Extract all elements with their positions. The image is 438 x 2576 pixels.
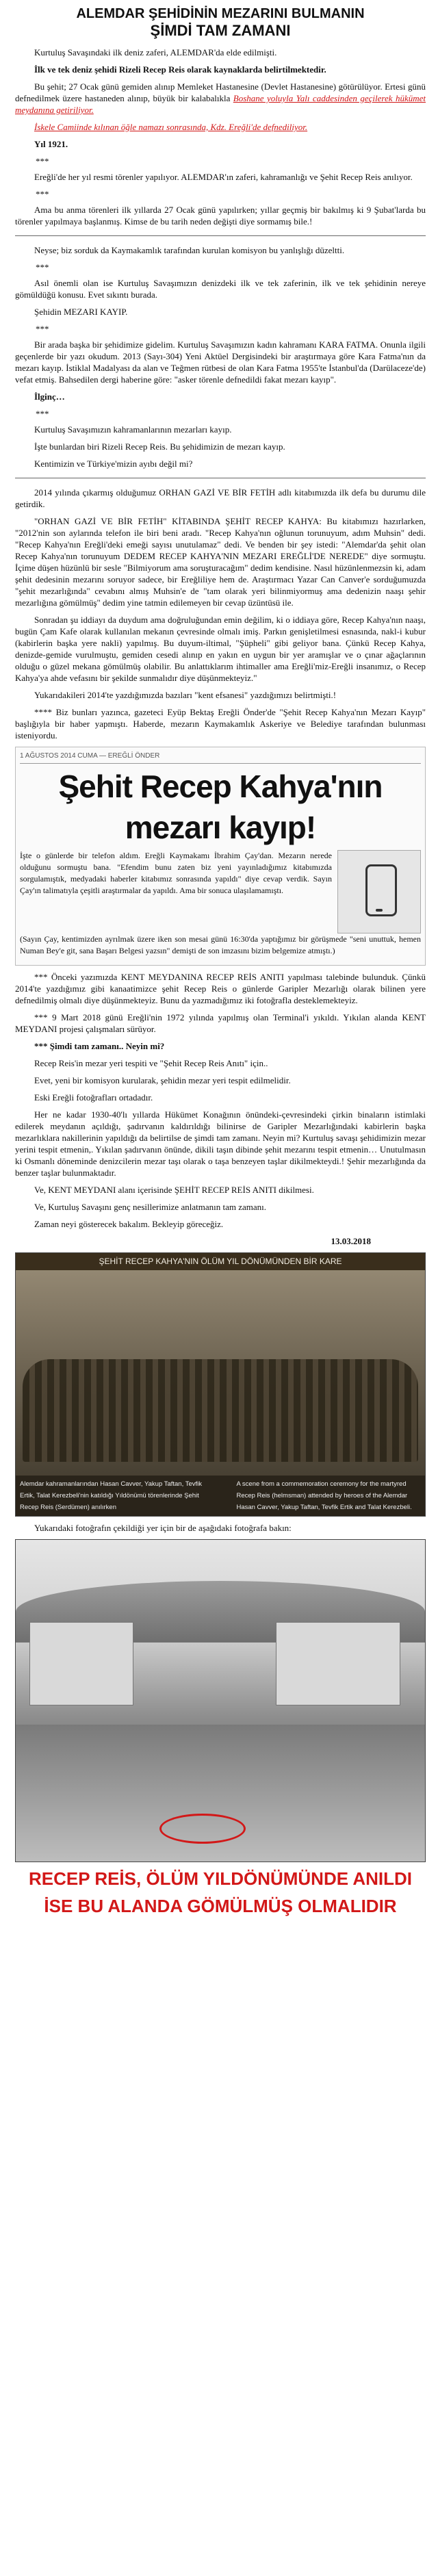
paragraph: Ve, Kurtuluş Savaşını genç nesillerimize anlatmanın tam zamanı. bbox=[34, 1202, 266, 1212]
bottom-red-line-1: RECEP REİS, ÖLÜM YILDÖNÜMÜNDE ANILDI bbox=[28, 1868, 412, 1889]
paragraph: Şehidin MEZARI KAYIP. bbox=[34, 307, 128, 317]
year: Yıl 1921. bbox=[34, 139, 68, 149]
caption-right: A scene from a commemoration ceremony for the martyred Recep Reis (helmsman) attended by heroes of the Alemdar Hasan Cavver, Yakup Taftan, Tevfik Ertik and Talat Kerezbeli. bbox=[236, 1480, 412, 1511]
paragraph: 2014 yılında çıkarmış olduğumuz ORHAN GAZİ VE BİR FETİH adlı kitabımızda ilk defa bu durumu dile getirdik. bbox=[15, 487, 426, 509]
paper-date: 1 AĞUSTOS 2014 CUMA bbox=[20, 752, 98, 760]
paragraph: Kurtuluş Savaşındaki ilk deniz zaferi, ALEMDAR'da elde edilmişti. bbox=[34, 47, 277, 57]
bottom-red-line-2: İSE BU ALANDA GÖMÜLMÜŞ OLMALIDIR bbox=[44, 1896, 397, 1916]
paragraph: (Sayın Çay, kentimizden ayrılmak üzere iken son mesai günü 16:30'da yaptığımız bir görüşmede "seni unuttuk, hemen Numan Bey'e git, sana Başarı Belgesi yazsın" demişti de son imzasını bizim belgemize atmıştı.) bbox=[20, 934, 421, 955]
divider bbox=[15, 235, 426, 236]
red-text: Boshane yoluyla Yalı caddesinden geçilerek hükümet meydanına getiriliyor. bbox=[15, 93, 426, 115]
separator-stars: *** bbox=[36, 189, 49, 199]
paragraph: Ve, KENT MEYDANI alanı içerisinde ŞEHİT RECEP REİS ANITI dikilmesi. bbox=[34, 1185, 314, 1195]
paragraph: Eski Ereğli fotoğrafları ortadadır. bbox=[34, 1092, 153, 1103]
square-photo bbox=[15, 1539, 426, 1862]
paragraph: Neyse; biz sorduk da Kaymakamlık tarafından kurulan komisyon bu yanlışlığı düzeltti. bbox=[34, 245, 345, 255]
paragraph: Bir arada başka bir şehidimize gidelim. Kurtuluş Savaşımızın kadın kahramanı KARA FATMA. Onunla ilgili geçenlerde bir yazı okudum. 2013 (Sayı-304) Yeni Aktüel Dergisindeki bir araştırmaya göre Kara Fatma'nın da mezarı kayıp. İstiklal Madalyası da alan ve Teğmen rütbesi de olan Kara Fatma 1955'te İstanbul'da (Darülaceze'de) vefat etmiş. Bahsedilen dergi haberine göre: "asker törenle defnedildi fakat mezarı kayıp". bbox=[15, 339, 426, 385]
paragraph: Ereğli'de her yıl resmi törenler yapılıyor. ALEMDAR'ın zaferi, kahramanlığı ve Şehit Recep Reis anılıyor. bbox=[34, 172, 413, 182]
paragraph: Yukarıdaki fotoğrafın çekildiği yer için bir de aşağıdaki fotoğrafa bakın: bbox=[34, 1523, 292, 1533]
paragraph: *** Önceki yazımızda KENT MEYDANINA RECEP REİS ANITI yapılması talebinde bulunduk. Çünkü 2014'te yazdığımız gibi kanaatimizce şehit Recep Reis o günlerde Garipler Mezarlığı olarak bilinen yere defnedilmiş olmalı diye düşünmekteyiz. Bunu da yazmadığımız iki fotoğrafla desteklemekteyiz. bbox=[15, 972, 426, 1005]
headline-line-2: mezarı kayıp! bbox=[125, 810, 316, 845]
title-line-2: ŞİMDİ TAM ZAMANI bbox=[150, 22, 291, 39]
paragraph: Evet, yeni bir komisyon kurularak, şehidin mezar yeri tespit edilmelidir. bbox=[34, 1075, 291, 1085]
red-paragraph: İskele Camiinde kılınan öğle namazı sonrasında, Kdz. Ereğli'de defnediliyor. bbox=[34, 122, 308, 132]
photo-title: ŞEHİT RECEP KAHYA'NIN ÖLÜM YIL DÖNÜMÜNDEN BİR KARE bbox=[16, 1253, 425, 1270]
headline-line-1: Şehit Recep Kahya'nın bbox=[58, 769, 383, 804]
paragraph: *** 9 Mart 2018 günü Ereğli'nin 1972 yılında yapılmış olan Terminal'i yıkıldı. Yıkılan alanda KENT MEYDANI projesi çalışmaları sürüyor. bbox=[15, 1012, 426, 1034]
newspaper-clipping bbox=[15, 747, 426, 966]
historic-photo bbox=[15, 1252, 426, 1517]
paragraph: Zaman neyi gösterecek bakalım. Bekleyip göreceğiz. bbox=[34, 1219, 224, 1229]
paragraph: Her ne kadar 1930-40'lı yıllarda Hükümet Konağının önündeki-çevresindeki çirkin binaların istimlaki edilerek meydanın açıldığı, şadırvanın kaldırıldığı bilinirse de Garipler Mezarlığındaki kabirlerin başka mezarlıklara nakillerinin yapıldığı da belirtilse de şimdi tam zamanı. Neyin mi? Kurtuluş savaşı şehidimizin mezar yerini tespit etmenin,. Yıkılan şadırvanın önünde, dikili taşın dibinde şehit mezarını tespit etmenin… Unutulmasın ki Osmanlı döneminde denizcilerin mezar taşı olarak o taşa benzeyen taşlar dikilmekteydi.! Şehir mezarlığında da benzer taşlar bulunmaktadır. bbox=[15, 1109, 426, 1178]
separator-stars: *** bbox=[36, 262, 49, 272]
paragraph: Asıl önemli olan ise Kurtuluş Savaşımızın denizdeki ilk ve tek zaferinin, ilk ve tek şehidinin nereye gömüldüğü konusu. Evet sıkıntı burada. bbox=[15, 278, 426, 300]
paragraph: *** Şimdi tam zamanı.. Neyin mi? bbox=[34, 1041, 165, 1051]
article-date: 13.03.2018 bbox=[331, 1236, 371, 1246]
separator-stars: *** bbox=[36, 156, 49, 166]
separator-stars: *** bbox=[36, 409, 49, 419]
crowd-image bbox=[23, 1359, 418, 1462]
paragraph: İlginç… bbox=[34, 391, 65, 402]
paragraph: Recep Reis'in mezar yeri tespiti ve "Şehit Recep Reis Anıtı" için.. bbox=[34, 1058, 268, 1068]
building-image bbox=[29, 1622, 133, 1705]
text: Bu şehit; 27 Ocak günü gemiden alınıp Memleket Hastanesine (Devlet Hastanesine) götürülüyor. Ertesi günü defnedilmek üzere hastaneden alınıp, büyük bir kalabalıkla bbox=[15, 81, 426, 103]
paragraph: Ama bu anma törenleri ilk yıllarda 27 Ocak günü yapılırken; yıllar geçmiş bir bakılmış ki 9 Şubat'larda bu törenler yapılmaya başlanmış. Kimse de bu tarih neden değişti diye sormamış bile.! bbox=[15, 205, 426, 227]
paragraph: Yukarıdakileri 2014'te yazdığımızda bazıları "kent efsanesi" yazdığımızı belirtmişti.! bbox=[34, 690, 337, 700]
building-image bbox=[276, 1622, 400, 1705]
article bbox=[0, 5, 438, 1917]
title-line-1: ALEMDAR ŞEHİDİNİN MEZARINI BULMANIN bbox=[76, 6, 365, 21]
separator-stars: *** bbox=[36, 324, 49, 334]
paper-header: 1 AĞUSTOS 2014 CUMA — EREĞLİ ÖNDER bbox=[20, 750, 421, 764]
paper-name: EREĞLİ ÖNDER bbox=[107, 752, 160, 760]
paragraph: Sonradan şu iddiayı da duydum ama doğruluğundan emin değilim, ki o iddiaya göre, Recep Kahya'nın naaşı, bugün Çam Kafe olarak kullanılan mekanın çevresinde olmalı imiş. Parkın genişletilmesi esnasında, nakl-i kubur (kabirlerin başka yere nakli) yapılmış. Bu duyum-iltimal, "Şüpheli" gibi geliyor bana. Çünkü Recep Kahya, denizde-gemide vurulmuştu, gemiden cesedi alınıp en yakın en uygun bir yer aramışlar ve o çınar ağaçlarının olduğu o güzel mekana gömülmüş olabilir. Bu anlattıklarım ihtimaller ama Ereğli'miz-Ereğli insanımız, o Recep Kahya'ya ahde vefasını bir şekilde sunmalıdır diye düşünmekteyiz." bbox=[15, 615, 426, 683]
paragraph: İlk ve tek deniz şehidi Rizeli Recep Reis olarak kaynaklarda belirtilmektedir. bbox=[34, 64, 326, 75]
phone-icon bbox=[365, 864, 397, 916]
paragraph: Kurtuluş Savaşımızın kahramanlarının mezarları kayıp. bbox=[34, 424, 232, 435]
paragraph: İşte o günlerde bir telefon aldım. Ereğli Kaymakamı İbrahim Çay'dan. Mezarın nerede olduğunu sormuştu bana. "Efendim bunu zaten biz yeni yayınladığımız kitabımızda sorgulamıştık, medyadaki haberler kitabımız sonrasında yapıldı" diye cevap verdik. Sayın Çay'ın talimatıyla çeşitli araştırmalar da yapıldı. Ama bir sonuca ulaşılamamıştı. bbox=[20, 851, 332, 895]
paragraph: İşte bunlardan biri Rizeli Recep Reis. Bu şehidimizin de mezarı kayıp. bbox=[34, 441, 285, 452]
paragraph: "ORHAN GAZİ VE BİR FETİH" KİTABINDA ŞEHİT RECEP KAHYA: Bu kitabımızı hazırlarken, "2012'nin son aylarında telefon ile biri beni aradı. "Recep Kahya'nın oğlunun torunuyum, adım Muhsin" dedi. "Recep Kahya'nın Ereğli'deki emeği sayısı unutulamaz" dedi. Ve benden bir şey istedi: "Alemdar'da şehit olan Recep Kahya'nın torunuyum DEDEM RECEP KAHYA'NIN MEZARI EREĞLİ'DE NEREDE" diye sormuştu. İçime düşen hüzünlü bir sesle "Bilmiyorum ama soruşturacağım" dedim kendisine. Nasıl hüzünlenmezsin ki, adam şehit dedesinin mezarını soruyor sadece, bir Ereğliliye hem de. Araştırmacı Yazar Can Canver'e sorduğumuzda "şehit mezarlığında" cevabını almış Muhsin'e de "tam olarak yeri bilinmiyormuş ama dedenizin naaşı şehir mezarlığına gömülmüş" dedim yine tatmin edilemeyen bir cevap üzüntüsü ile. bbox=[15, 516, 426, 608]
photo-captions bbox=[16, 1476, 425, 1516]
photo-image bbox=[16, 1270, 425, 1476]
highlight-circle bbox=[159, 1814, 246, 1844]
paragraph: **** Biz bunları yazınca, gazeteci Eyüp Bektaş Ereğli Önder'de "Şehit Recep Kahya'nın Mezarı Kayıp" başlığıyla bir haber yapmıştı. Haberde, mezarın Kaymakamlık Askeriye ve Belediye tarafından bulunması isteniyordu. bbox=[15, 707, 426, 740]
caption-left: Alemdar kahramanlarından Hasan Cavver, Yakup Taftan, Tevfik Ertik, Talat Kerezbeli'nin katıldığı Yıldönümü törenlerinde Şehit Recep Reis (Serdümen) anılırken bbox=[20, 1480, 202, 1511]
paragraph: Kentimizin ve Türkiye'mizin ayıbı değil mi? bbox=[34, 459, 193, 469]
phone-photo bbox=[337, 850, 421, 933]
paragraph bbox=[15, 81, 426, 116]
